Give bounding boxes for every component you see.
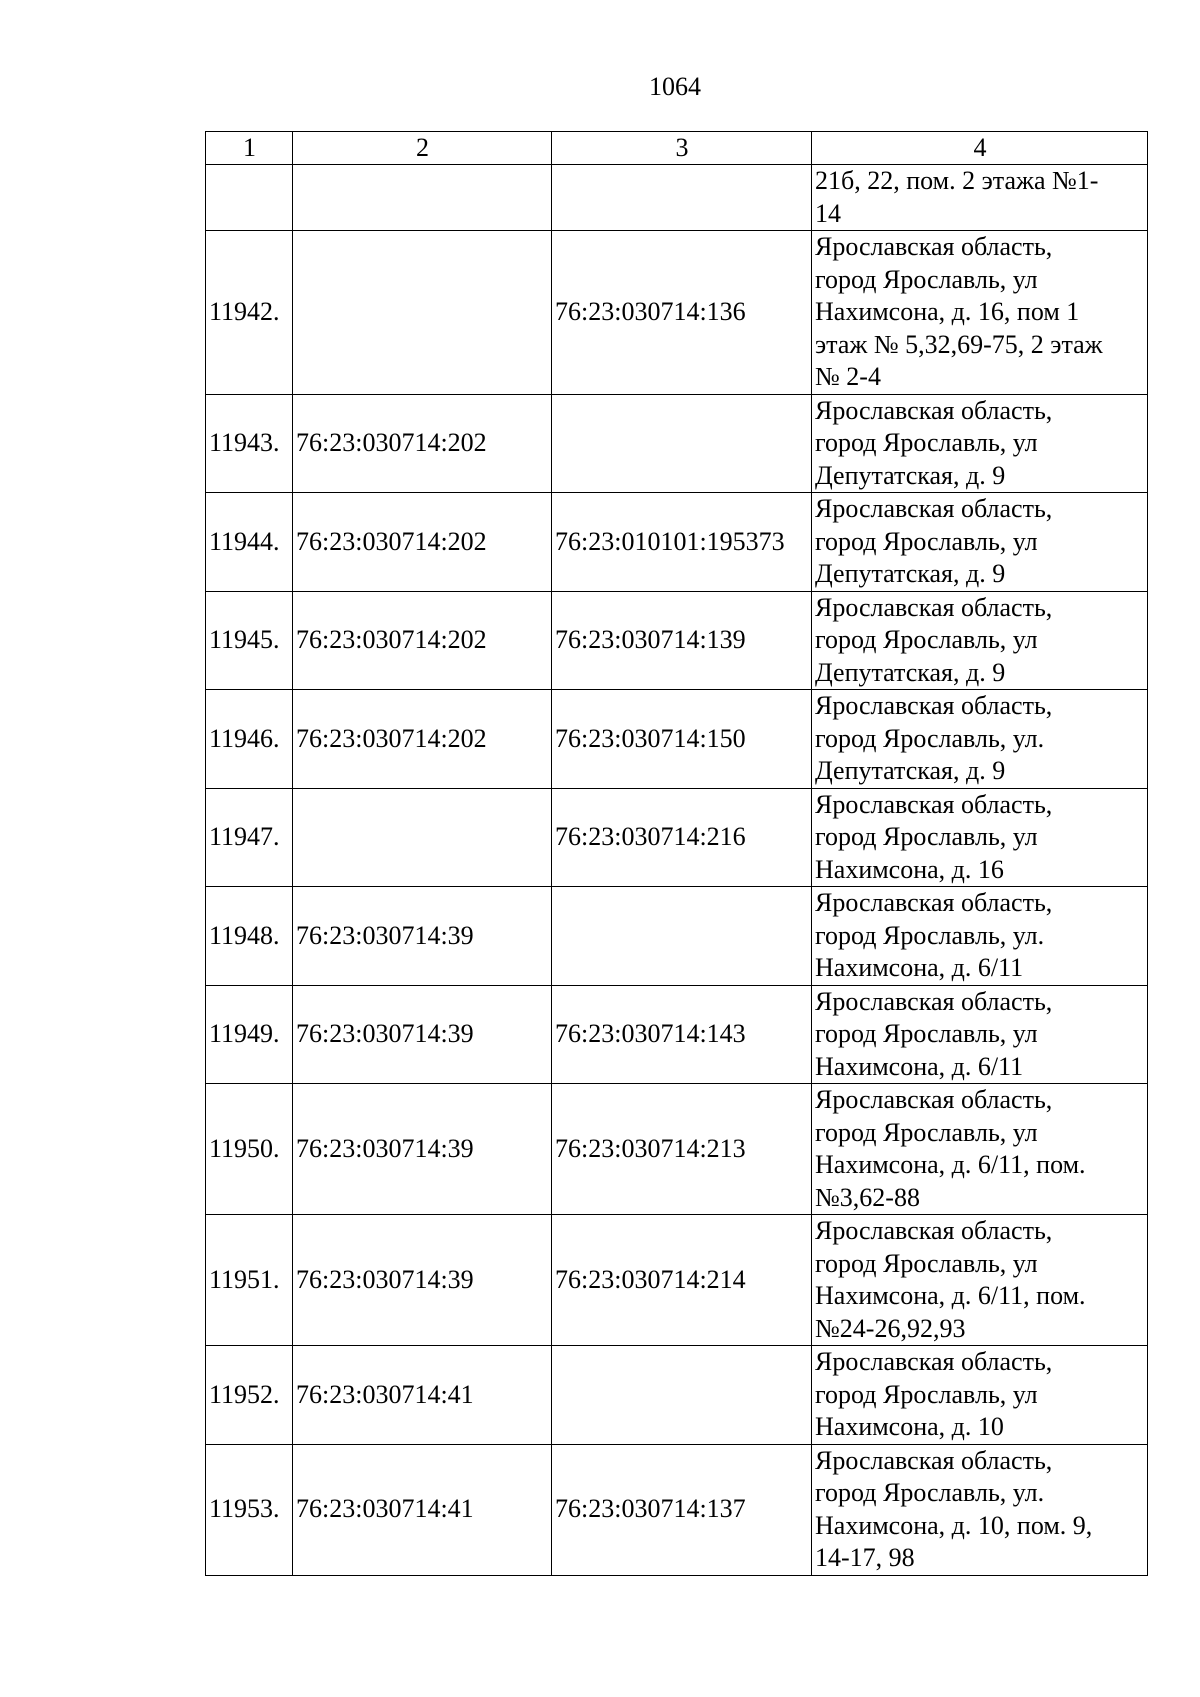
row-number-cell: 11948.: [206, 887, 293, 986]
table-row: [206, 1215, 1148, 1346]
address-line: 14: [815, 198, 841, 228]
address-line: Ярославская область,: [815, 986, 1053, 1016]
address-line: город Ярославль, ул.: [815, 920, 1045, 950]
address-line: Депутатская, д. 9: [815, 657, 1006, 687]
object-number-cell: [552, 165, 812, 231]
address-line: Нахимсона, д. 6/11: [815, 953, 1024, 982]
table-row: [206, 887, 1148, 986]
address-line: 21б, 22, пом. 2 этажа №1-: [815, 166, 1099, 195]
address-line: Нахимсона, д. 10: [815, 1412, 1004, 1441]
object-number-cell: 76:23:010101:195373: [552, 493, 812, 592]
page-number: 1064: [649, 72, 701, 101]
address-line: этаж № 5,32,69-75, 2 этаж: [815, 329, 1103, 359]
column-header-3: 3: [552, 132, 812, 165]
registry-table: [205, 131, 1148, 1576]
address-cell: [812, 1084, 1148, 1215]
address-line: Ярославская область,: [815, 789, 1053, 819]
table-row: [206, 165, 1148, 231]
address-cell: [812, 690, 1148, 789]
address-line: Ярославская область,: [815, 232, 1053, 261]
table-row: [206, 231, 1148, 395]
address-cell: [812, 394, 1148, 493]
parcel-number-cell: 76:23:030714:39: [293, 985, 552, 1084]
object-number-cell: 76:23:030714:139: [552, 591, 812, 690]
address-line: город Ярославль, ул: [815, 1379, 1038, 1409]
parcel-number-cell: 76:23:030714:41: [293, 1346, 552, 1445]
table-row: [206, 591, 1148, 690]
address-line: город Ярославль, ул.: [815, 1478, 1045, 1507]
address-line: город Ярославль, ул: [815, 1248, 1038, 1278]
address-line: город Ярославль, ул: [815, 822, 1038, 851]
address-line: Нахимсона, д. 10, пом. 9,: [815, 1510, 1093, 1540]
address-cell: [812, 985, 1148, 1084]
object-number-cell: [552, 394, 812, 493]
parcel-number-cell: 76:23:030714:202: [293, 394, 552, 493]
parcel-number-cell: 76:23:030714:39: [293, 887, 552, 986]
table-row: [206, 690, 1148, 789]
address-line: № 2-4: [815, 362, 881, 391]
parcel-number-cell: 76:23:030714:202: [293, 591, 552, 690]
address-line: город Ярославль, ул: [815, 1117, 1038, 1147]
address-line: Нахимсона, д. 6/11, пом.: [815, 1281, 1086, 1310]
address-cell: [812, 1346, 1148, 1445]
table-body: [206, 165, 1148, 1576]
address-line: Ярославская область,: [815, 691, 1053, 720]
parcel-number-cell: [293, 788, 552, 887]
address-line: Ярославская область,: [815, 1347, 1053, 1376]
parcel-number-cell: 76:23:030714:41: [293, 1444, 552, 1575]
address-line: №24-26,92,93: [815, 1313, 966, 1343]
object-number-cell: 76:23:030714:214: [552, 1215, 812, 1346]
header-row: [206, 132, 1148, 165]
table-row: [206, 394, 1148, 493]
object-number-cell: 76:23:030714:216: [552, 788, 812, 887]
table-row: [206, 1084, 1148, 1215]
address-line: Ярославская область,: [815, 1216, 1053, 1245]
address-cell: [812, 493, 1148, 592]
address-line: Ярославская область,: [815, 1085, 1053, 1114]
row-number-cell: 11950.: [206, 1084, 293, 1215]
parcel-number-cell: 76:23:030714:39: [293, 1084, 552, 1215]
address-line: Нахимсона, д. 6/11: [815, 1051, 1024, 1081]
address-cell: [812, 788, 1148, 887]
object-number-cell: 76:23:030714:150: [552, 690, 812, 789]
address-line: город Ярославль, ул: [815, 264, 1038, 294]
parcel-number-cell: [293, 165, 552, 231]
row-number-cell: 11952.: [206, 1346, 293, 1445]
table-row: [206, 1346, 1148, 1445]
row-number-cell: [206, 165, 293, 231]
address-line: город Ярославль, ул: [815, 428, 1038, 457]
address-line: Ярославская область,: [815, 494, 1053, 523]
address-line: №3,62-88: [815, 1182, 920, 1212]
row-number-cell: 11942.: [206, 231, 293, 395]
address-cell: [812, 165, 1148, 231]
address-line: Ярославская область,: [815, 592, 1053, 622]
address-line: город Ярославль, ул.: [815, 723, 1045, 753]
address-line: Ярославская область,: [815, 1445, 1053, 1475]
row-number-cell: 11944.: [206, 493, 293, 592]
address-line: Ярославская область,: [815, 395, 1053, 425]
row-number-cell: 11951.: [206, 1215, 293, 1346]
address-line: Нахимсона, д. 16: [815, 854, 1004, 884]
column-header-2: 2: [293, 132, 552, 165]
object-number-cell: 76:23:030714:137: [552, 1444, 812, 1575]
object-number-cell: 76:23:030714:213: [552, 1084, 812, 1215]
row-number-cell: 11947.: [206, 788, 293, 887]
address-cell: [812, 591, 1148, 690]
row-number-cell: 11945.: [206, 591, 293, 690]
row-number-cell: 11943.: [206, 394, 293, 493]
column-header-4: 4: [812, 132, 1148, 165]
address-line: Нахимсона, д. 6/11, пом.: [815, 1150, 1086, 1179]
address-line: город Ярославль, ул: [815, 625, 1038, 654]
address-line: 14-17, 98: [815, 1543, 915, 1572]
table-row: [206, 1444, 1148, 1575]
address-cell: [812, 1444, 1148, 1575]
address-line: Нахимсона, д. 16, пом 1: [815, 297, 1080, 326]
parcel-number-cell: 76:23:030714:202: [293, 493, 552, 592]
column-header-1: 1: [206, 132, 293, 165]
object-number-cell: [552, 887, 812, 986]
row-number-cell: 11953.: [206, 1444, 293, 1575]
table-row: [206, 493, 1148, 592]
address-cell: [812, 1215, 1148, 1346]
address-line: город Ярославль, ул: [815, 1019, 1038, 1048]
object-number-cell: 76:23:030714:143: [552, 985, 812, 1084]
object-number-cell: [552, 1346, 812, 1445]
address-line: Депутатская, д. 9: [815, 460, 1006, 490]
table-row: [206, 788, 1148, 887]
address-cell: [812, 887, 1148, 986]
address-line: город Ярославль, ул: [815, 526, 1038, 556]
address-cell: [812, 231, 1148, 395]
address-line: Ярославская область,: [815, 888, 1053, 917]
parcel-number-cell: 76:23:030714:39: [293, 1215, 552, 1346]
parcel-number-cell: [293, 231, 552, 395]
row-number-cell: 11949.: [206, 985, 293, 1084]
address-line: Депутатская, д. 9: [815, 559, 1006, 588]
parcel-number-cell: 76:23:030714:202: [293, 690, 552, 789]
address-line: Депутатская, д. 9: [815, 756, 1006, 785]
object-number-cell: 76:23:030714:136: [552, 231, 812, 395]
row-number-cell: 11946.: [206, 690, 293, 789]
table-row: [206, 985, 1148, 1084]
